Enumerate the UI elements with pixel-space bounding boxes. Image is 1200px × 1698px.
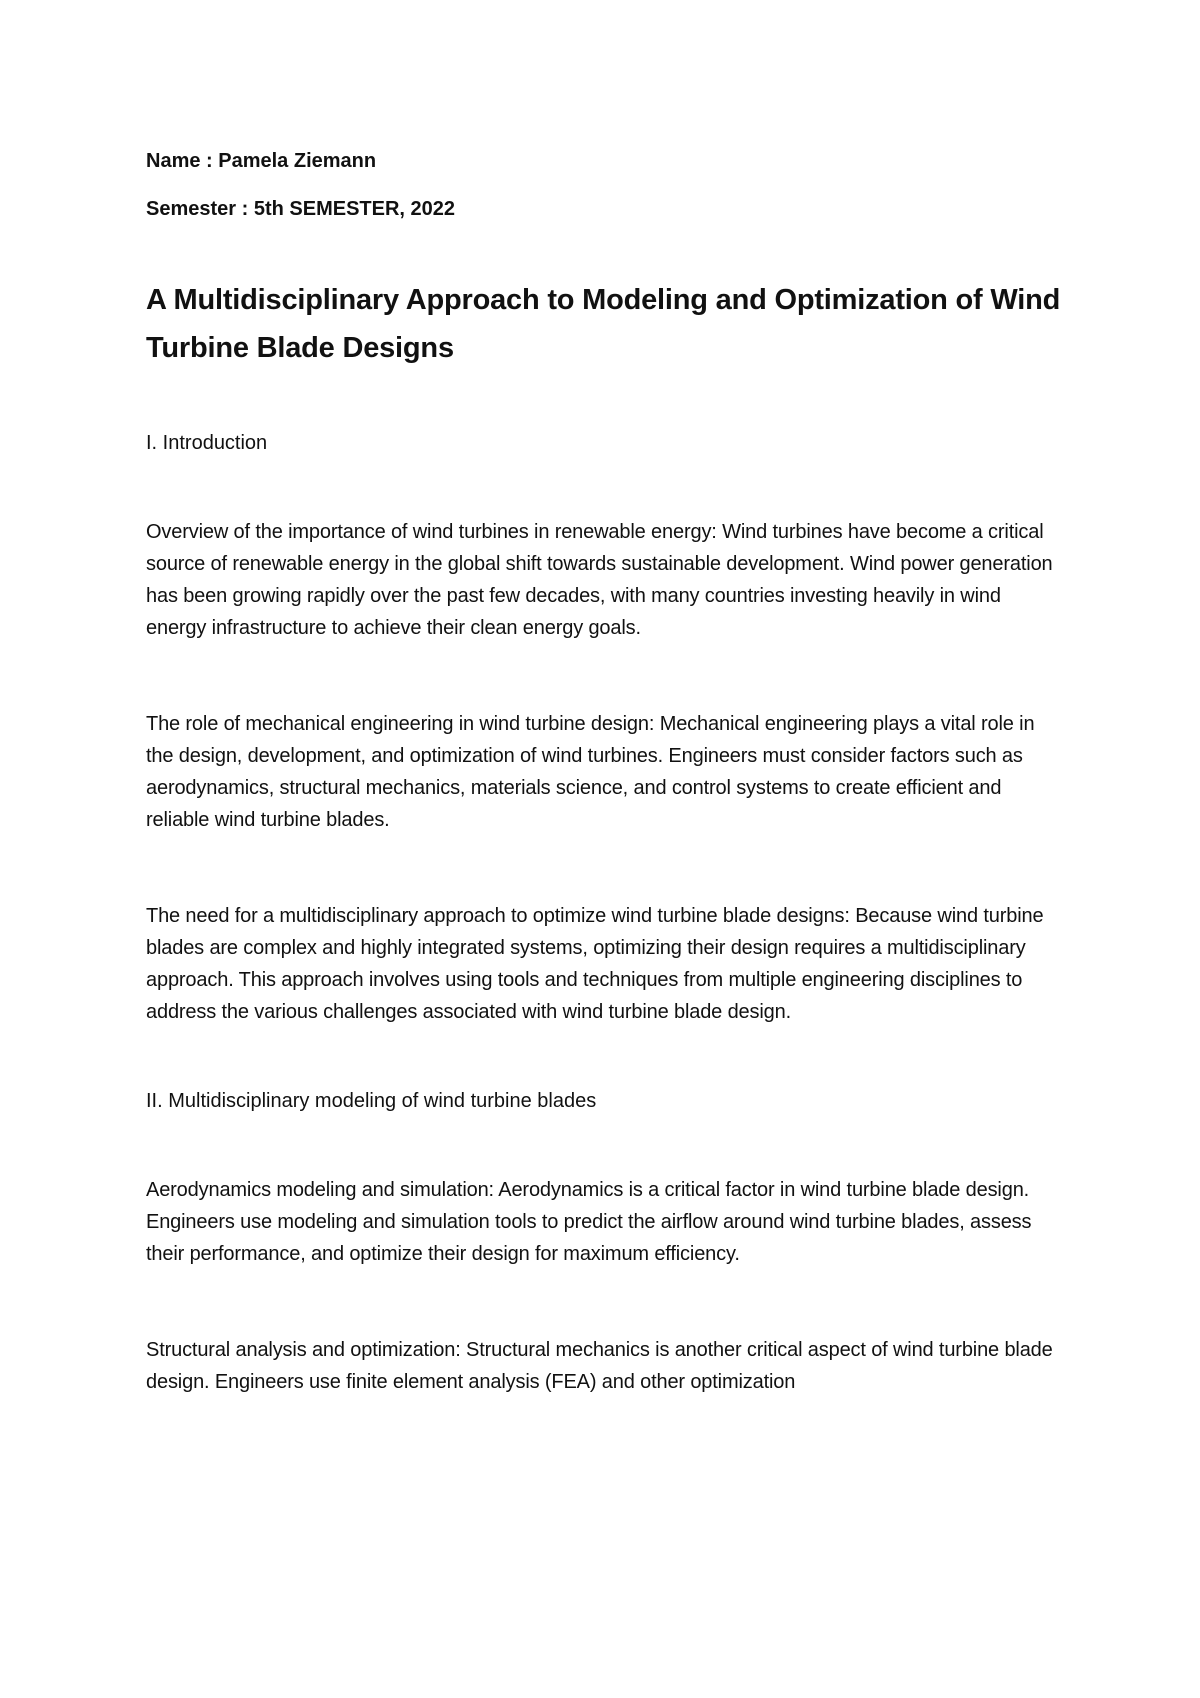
semester-info: Semester : 5th SEMESTER, 2022 <box>146 198 456 220</box>
document-title: A Multidisciplinary Approach to Modeling and Optimization of Wind Turbine Blade Designs <box>146 284 1061 364</box>
section-heading: I. Introduction <box>146 432 268 454</box>
document-body <box>146 148 1066 1398</box>
section-multidisciplinary-modeling <box>146 1088 1066 1398</box>
paragraph: Overview of the importance of wind turbines in renewable energy: Wind turbines have become a critical source of renewable energy in the global shift towards sustainable development. Wind power generation has been growing rapidly over the past few decades, with many countries investing heavily in wind energy infrastructure to achieve their clean energy goals. <box>146 521 1053 639</box>
section-introduction <box>146 430 1066 1028</box>
author-name: Name : Pamela Ziemann <box>146 150 377 172</box>
paragraph: The role of mechanical engineering in wind turbine design: Mechanical engineering plays a vital role in the design, development, and optimization of wind turbines. Engineers must consider factors such as aerodynamics, structural mechanics, materials science, and control systems to create efficient and reliable wind turbine blades. <box>146 713 1035 831</box>
paragraph: Structural analysis and optimization: Structural mechanics is another critical aspect of wind turbine blade design. Engineers use finite element analysis (FEA) and other optimization <box>146 1339 1053 1393</box>
section-heading: II. Multidisciplinary modeling of wind turbine blades <box>146 1090 597 1112</box>
paragraph: The need for a multidisciplinary approach to optimize wind turbine blade designs: Because wind turbine blades are complex and highly integrated systems, optimizing their design requires a multidisciplinary approach. This approach involves using tools and techniques from multiple engineering disciplines to address the various challenges associated with wind turbine blade design. <box>146 905 1044 1023</box>
paragraph: Aerodynamics modeling and simulation: Aerodynamics is a critical factor in wind turbine blade design. Engineers use modeling and simulation tools to predict the airflow around wind turbine blades, assess their performance, and optimize their design for maximum efficiency. <box>146 1179 1032 1265</box>
